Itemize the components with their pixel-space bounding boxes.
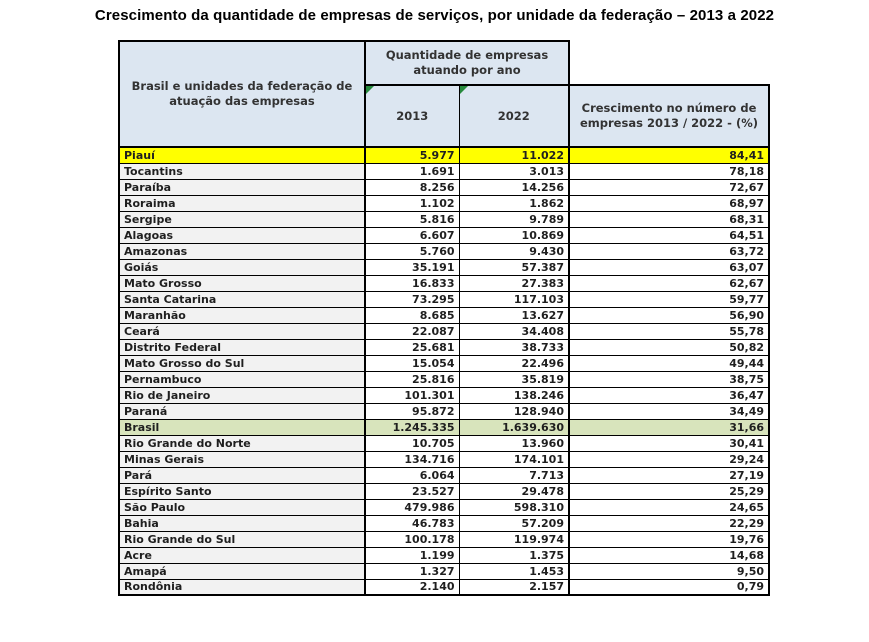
growth-pct-cell: 84,41: [569, 147, 769, 163]
value-2013-cell: 22.087: [365, 323, 459, 339]
growth-pct-cell: 24,65: [569, 499, 769, 515]
value-2022-cell: 598.310: [459, 499, 569, 515]
value-2022-cell: 7.713: [459, 467, 569, 483]
growth-pct-cell: 59,77: [569, 291, 769, 307]
value-2013-cell: 46.783: [365, 515, 459, 531]
value-2022-cell: 57.209: [459, 515, 569, 531]
uf-name-cell: Rondônia: [119, 579, 365, 595]
table-row: [119, 147, 769, 163]
growth-pct-cell: 36,47: [569, 387, 769, 403]
value-2022-cell: 35.819: [459, 371, 569, 387]
uf-name-cell: Goiás: [119, 259, 365, 275]
value-2013-cell: 2.140: [365, 579, 459, 595]
empty-header-cell: [569, 41, 769, 85]
value-2022-cell: 9.430: [459, 243, 569, 259]
uf-name-cell: Paraná: [119, 403, 365, 419]
table-row: [119, 227, 769, 243]
value-2013-cell: 5.760: [365, 243, 459, 259]
value-2022-cell: 174.101: [459, 451, 569, 467]
corner-triangle-icon: [366, 86, 374, 94]
value-2013-cell: 23.527: [365, 483, 459, 499]
uf-name-cell: Pernambuco: [119, 371, 365, 387]
value-2013-cell: 10.705: [365, 435, 459, 451]
value-2022-cell: 14.256: [459, 179, 569, 195]
value-2013-cell: 6.607: [365, 227, 459, 243]
growth-pct-cell: 0,79: [569, 579, 769, 595]
header-row-group: [119, 41, 769, 85]
growth-pct-cell: 9,50: [569, 563, 769, 579]
table-row: [119, 371, 769, 387]
uf-name-cell: Rio Grande do Sul: [119, 531, 365, 547]
growth-pct-cell: 78,18: [569, 163, 769, 179]
value-2022-cell: 22.496: [459, 355, 569, 371]
value-2022-cell: 9.789: [459, 211, 569, 227]
growth-pct-cell: 31,66: [569, 419, 769, 435]
uf-name-cell: Maranhão: [119, 307, 365, 323]
row-dimension-header: Brasil e unidades da federação de atuação das empresas: [119, 41, 365, 147]
growth-pct-cell: 63,07: [569, 259, 769, 275]
value-2013-cell: 25.816: [365, 371, 459, 387]
growth-pct-cell: 25,29: [569, 483, 769, 499]
growth-pct-cell: 56,90: [569, 307, 769, 323]
table-row: [119, 339, 769, 355]
quantity-group-header: Quantidade de empresas atuando por ano: [365, 41, 569, 85]
table-row: [119, 275, 769, 291]
value-2013-cell: 1.327: [365, 563, 459, 579]
companies-growth-table: [118, 40, 770, 596]
value-2022-cell: 27.383: [459, 275, 569, 291]
uf-name-cell: Distrito Federal: [119, 339, 365, 355]
table-row: [119, 403, 769, 419]
value-2013-cell: 8.685: [365, 307, 459, 323]
value-2013-cell: 479.986: [365, 499, 459, 515]
table-row: [119, 419, 769, 435]
year-2022-label: 2022: [497, 108, 530, 123]
growth-pct-cell: 49,44: [569, 355, 769, 371]
value-2022-cell: 13.960: [459, 435, 569, 451]
growth-header: Crescimento no número de empresas 2013 / 2022 - (%): [569, 85, 769, 147]
value-2013-cell: 1.199: [365, 547, 459, 563]
table-row: [119, 163, 769, 179]
table-row: [119, 387, 769, 403]
page-title: Crescimento da quantidade de empresas de serviços, por unidade da federação – 2013 a 2022: [94, 7, 775, 24]
uf-name-cell: Amazonas: [119, 243, 365, 259]
uf-name-cell: Alagoas: [119, 227, 365, 243]
uf-name-cell: Brasil: [119, 419, 365, 435]
value-2022-cell: 57.387: [459, 259, 569, 275]
value-2022-cell: 29.478: [459, 483, 569, 499]
uf-name-cell: Minas Gerais: [119, 451, 365, 467]
value-2022-cell: 10.869: [459, 227, 569, 243]
uf-name-cell: Pará: [119, 467, 365, 483]
uf-name-cell: São Paulo: [119, 499, 365, 515]
table-header: [119, 41, 769, 147]
value-2013-cell: 100.178: [365, 531, 459, 547]
year-2022-header: [459, 85, 569, 147]
table-row: [119, 451, 769, 467]
corner-triangle-icon: [460, 86, 468, 94]
growth-pct-cell: 72,67: [569, 179, 769, 195]
value-2013-cell: 16.833: [365, 275, 459, 291]
value-2013-cell: 95.872: [365, 403, 459, 419]
value-2022-cell: 119.974: [459, 531, 569, 547]
table-row: [119, 499, 769, 515]
table-row: [119, 515, 769, 531]
value-2013-cell: 134.716: [365, 451, 459, 467]
table-row: [119, 355, 769, 371]
value-2013-cell: 35.191: [365, 259, 459, 275]
table-row: [119, 195, 769, 211]
uf-name-cell: Amapá: [119, 563, 365, 579]
uf-name-cell: Ceará: [119, 323, 365, 339]
uf-name-cell: Santa Catarina: [119, 291, 365, 307]
uf-name-cell: Piauí: [119, 147, 365, 163]
year-2013-label: 2013: [396, 108, 429, 123]
value-2022-cell: 1.862: [459, 195, 569, 211]
uf-name-cell: Espírito Santo: [119, 483, 365, 499]
uf-name-cell: Acre: [119, 547, 365, 563]
value-2013-cell: 5.816: [365, 211, 459, 227]
growth-pct-cell: 22,29: [569, 515, 769, 531]
growth-pct-cell: 14,68: [569, 547, 769, 563]
growth-pct-cell: 62,67: [569, 275, 769, 291]
growth-pct-cell: 27,19: [569, 467, 769, 483]
uf-name-cell: Rio de Janeiro: [119, 387, 365, 403]
table-row: [119, 259, 769, 275]
table-row: [119, 579, 769, 595]
growth-pct-cell: 63,72: [569, 243, 769, 259]
uf-name-cell: Roraima: [119, 195, 365, 211]
table-row: [119, 531, 769, 547]
table-row: [119, 211, 769, 227]
uf-name-cell: Sergipe: [119, 211, 365, 227]
value-2022-cell: 1.375: [459, 547, 569, 563]
value-2013-cell: 1.102: [365, 195, 459, 211]
table-row: [119, 323, 769, 339]
growth-pct-cell: 68,31: [569, 211, 769, 227]
table-body: [119, 147, 769, 595]
growth-pct-cell: 19,76: [569, 531, 769, 547]
growth-pct-cell: 30,41: [569, 435, 769, 451]
table-row: [119, 547, 769, 563]
growth-pct-cell: 34,49: [569, 403, 769, 419]
value-2022-cell: 1.453: [459, 563, 569, 579]
growth-pct-cell: 38,75: [569, 371, 769, 387]
value-2022-cell: 1.639.630: [459, 419, 569, 435]
growth-pct-cell: 50,82: [569, 339, 769, 355]
value-2013-cell: 25.681: [365, 339, 459, 355]
table-row: [119, 243, 769, 259]
growth-pct-cell: 68,97: [569, 195, 769, 211]
value-2013-cell: 15.054: [365, 355, 459, 371]
uf-name-cell: Rio Grande do Norte: [119, 435, 365, 451]
value-2013-cell: 5.977: [365, 147, 459, 163]
value-2022-cell: 3.013: [459, 163, 569, 179]
value-2022-cell: 13.627: [459, 307, 569, 323]
value-2013-cell: 8.256: [365, 179, 459, 195]
value-2022-cell: 38.733: [459, 339, 569, 355]
table-row: [119, 483, 769, 499]
value-2022-cell: 128.940: [459, 403, 569, 419]
uf-name-cell: Paraíba: [119, 179, 365, 195]
value-2013-cell: 1.691: [365, 163, 459, 179]
value-2013-cell: 6.064: [365, 467, 459, 483]
value-2022-cell: 2.157: [459, 579, 569, 595]
value-2022-cell: 138.246: [459, 387, 569, 403]
growth-pct-cell: 55,78: [569, 323, 769, 339]
table-row: [119, 435, 769, 451]
growth-pct-cell: 29,24: [569, 451, 769, 467]
year-2013-header: [365, 85, 459, 147]
table-row: [119, 563, 769, 579]
table-row: [119, 291, 769, 307]
uf-name-cell: Mato Grosso do Sul: [119, 355, 365, 371]
uf-name-cell: Tocantins: [119, 163, 365, 179]
value-2013-cell: 101.301: [365, 387, 459, 403]
value-2022-cell: 11.022: [459, 147, 569, 163]
growth-pct-cell: 64,51: [569, 227, 769, 243]
table-row: [119, 307, 769, 323]
value-2022-cell: 117.103: [459, 291, 569, 307]
table-row: [119, 179, 769, 195]
value-2013-cell: 73.295: [365, 291, 459, 307]
uf-name-cell: Mato Grosso: [119, 275, 365, 291]
value-2022-cell: 34.408: [459, 323, 569, 339]
table-row: [119, 467, 769, 483]
uf-name-cell: Bahia: [119, 515, 365, 531]
value-2013-cell: 1.245.335: [365, 419, 459, 435]
